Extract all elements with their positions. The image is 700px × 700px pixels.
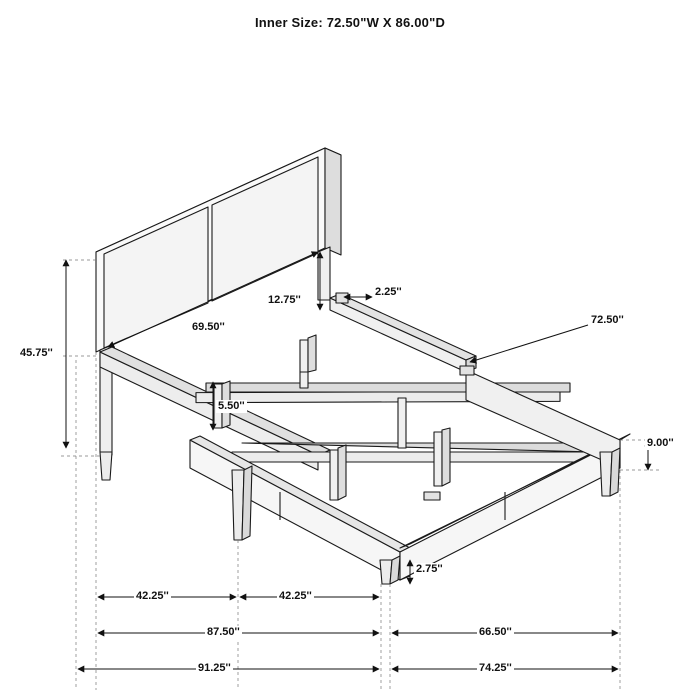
dim-label-leg-height: 2.75'' xyxy=(416,563,443,575)
dim-label-overall-depth: 74.25'' xyxy=(479,662,512,674)
dim-label-front-span: 87.50'' xyxy=(207,626,240,638)
dim-label-depth-span: 66.50'' xyxy=(479,626,512,638)
bed-illustration xyxy=(96,148,630,584)
dim-label-slat-clearance: 5.50'' xyxy=(218,400,245,412)
dim-label-inner-width: 72.50'' xyxy=(591,314,624,326)
dim-label-headboard-width: 69.50'' xyxy=(192,321,225,333)
dim-label-headboard-to-rail: 12.75'' xyxy=(268,294,301,306)
dim-label-side-rail-height: 9.00'' xyxy=(647,437,674,449)
dim-label-overall-width: 91.25'' xyxy=(198,662,231,674)
dim-label-rail-thickness: 2.25'' xyxy=(375,286,402,298)
page-title: Inner Size: 72.50"W X 86.00"D xyxy=(254,15,446,30)
dim-label-leg-span-right: 42.25'' xyxy=(279,590,312,602)
dim-label-leg-span-left: 42.25'' xyxy=(136,590,169,602)
dim-label-total-height: 45.75'' xyxy=(20,347,53,359)
